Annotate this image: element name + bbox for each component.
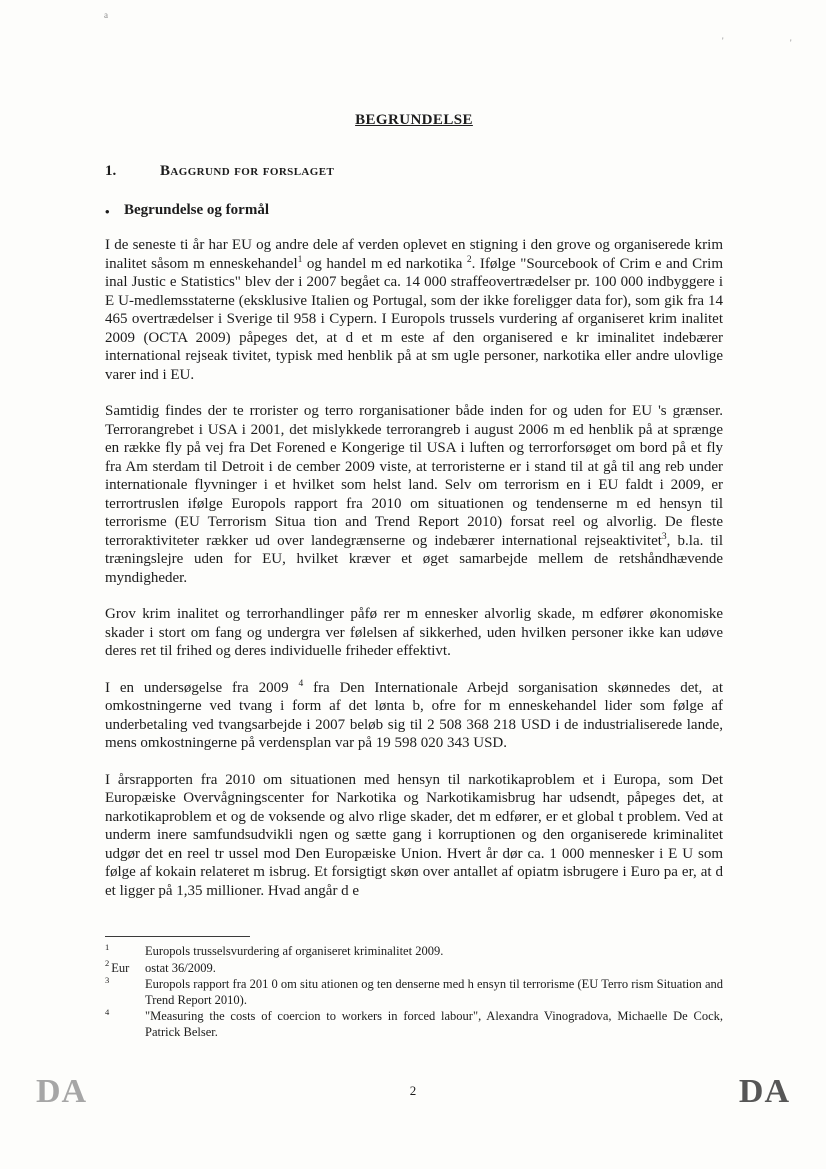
footnote-text: "Measuring the costs of coercion to workers in forced labour", Alexandra Vinogradova, Michaelle De Cock, Patrick Belser. [145,1009,723,1039]
section-heading [105,163,723,180]
footnote-marker [105,974,145,1008]
text-run: , b.la. til træningslejre uden for EU, hvilket kræver et øget samarbejde mellem de retshåndhævende myndigheder. [105,532,724,586]
page-number: 2 [409,1083,417,1098]
text-run: I årsrapporten fra 2010 om situationen med hensyn til narkotikaproblem et i Europa, som Det Europæiske Overvågningscenter for Narkotika og Narkotikamisbrug har udsendt, påpeges det, at narkotikaproblem et og de voksende og alvo rlige skader, det m edfører, er et global t problem. Ved at underm inere samfundsudvikli ngen og sætte gang i korruptionen og den organiserede kriminalitet udgør det en reel tr ussel mod Den Europæiske Union. Hvert år dør ca. 1 000 mennesker i E U som følge af kokain relateret m isbrug. Et forsigtigt skøn over antallet af opiatm isbrugere i Euro pa er, at d et ligger på 1,35 millioner. Hvad angår d e [105,771,723,899]
footnote-ref-2: 2 [466,254,472,265]
scan-artifact: a [104,10,108,20]
text-run: I en undersøgelse fra 2009 [105,679,299,696]
footnote-4 [105,1006,723,1040]
text-run: Grov krim inalitet og terrorhandlinger påfø rer m ennesker alvorlig skade, m edfører økonomiske skader i stort om fang og undergra ver følelsen af sikkerhed, uden hvilken personer ikke kan udøve deres ret til frihed og deres individuelle friheder effektivt. [105,606,723,659]
footnote-number: 2 [105,958,110,969]
language-code-left: DA [36,1073,88,1110]
subsection-title: Begrundelse og formål [124,202,269,218]
paragraph-1 [105,236,723,384]
text-run: I de seneste ti år har EU og andre dele af verden oplevet en stigning i den grove og organiserede krim inalitet såsom m enneskehandel [105,237,723,272]
subsection-heading [105,202,723,221]
footnote-separator [105,936,250,937]
document-title [105,112,723,129]
text-run: og handel m ed narkotika [302,255,467,272]
footnote-number: 3 [105,974,110,985]
paragraph-2 [105,402,723,587]
footnote-1 [105,941,723,960]
footnote-ref-4: 4 [298,678,304,689]
text-run: Samtidig findes der te rrorister og terro rorganisationer både inden for og uden for EU 's grænser. Terrorangrebet i USA i 2001, det mislykkede terrorangreb i august 2006 m ed henblik på at sprænge en række fly på vej fra Det Forened e Kongerige til USA i luften og terrorforsøget om bord på et fly fra Am sterdam til Detroit i de cember 2009 viste, at terroristerne er i stand til at gå til ang reb under internationale flyvninger i et hvilket som helst land. Selv om terrorism en i EU faldt i 2009, er terrortruslen ifølge Europols rapport fra 2010 om situationen og tendenserne m ed hensyn til terrorisme (EU Terrorism Situa tion and Trend Report 2010) forsat reel og alvorlig. De fleste terroraktiviteter rækker ud over landegrænserne og indebærer international rejseaktivitet [105,403,723,549]
page-content [105,0,723,918]
footnote-number: 4 [105,1006,110,1017]
footnote-lead: Eur [111,960,130,975]
footnote-3 [105,974,723,1008]
footnote-number: 1 [105,941,110,952]
section-title: Baggrund for forslaget [160,163,335,179]
footnote-ref-3: 3 [661,531,667,542]
paragraph-3 [105,605,723,661]
section-number: 1. [105,163,117,179]
paragraph-5 [105,771,723,901]
footnote-marker [105,958,145,977]
footnote-text: Europols trusselsvurdering af organiseret kriminalitet 2009. [145,944,444,958]
text-run: . Ifølge "Sourcebook of Crim e and Crim inal Justic e Statistics" blev der i 2007 begået ca. 14 000 straffeovertrædelser pr. 100 000 indbyggere i E U-medlemsstaterne (eksklusive Italien og Portugal, som der ikke foreligger data for), som gik fra 14 465 overtrædelser i Sverige til 958 i Cypern. I Europols trussels vurdering af organiseret krim inalitet 2009 (OCTA 2009) påpeges det, at d et m este af den organisered e kr iminalitet indebærer international rejseak tivitet, typisk med henblik på at sm ugle personer, narkotika eller andre ulovlige varer ind i EU. [105,255,723,383]
language-code-right: DA [738,1073,790,1110]
footnote-text: Europols rapport fra 201 0 om situ ationen og ten denserne med h ensyn til terrorisme (EU Terro rism Situation and Trend Report 2010). [145,977,723,1007]
document-title-text: BEGRUNDELSE [355,112,473,128]
footnote-2 [105,958,723,977]
footnote-marker [105,941,145,960]
bullet-icon: • [105,204,110,219]
footnote-text: ostat 36/2009. [145,960,216,975]
footnote-marker [105,1006,145,1040]
scan-artifact: ' [790,38,792,48]
text-run: fra Den Internationale Arbejd sorganisation skønnedes det, at omkostningerne ved tvang i form af det lønta b, ofre for m enneskehandel lider som følge af underbetaling ved tvangsarbejde i 2007 beløb sig til 2 508 368 218 USD i de industrialiserede lande, mens omkostningerne på verdensplan var på 19 598 020 343 USD. [105,679,723,751]
footnote-ref-1: 1 [297,254,303,265]
paragraph-4 [105,679,723,753]
footnotes-section [105,936,723,1041]
scan-artifact: ' [722,36,724,46]
